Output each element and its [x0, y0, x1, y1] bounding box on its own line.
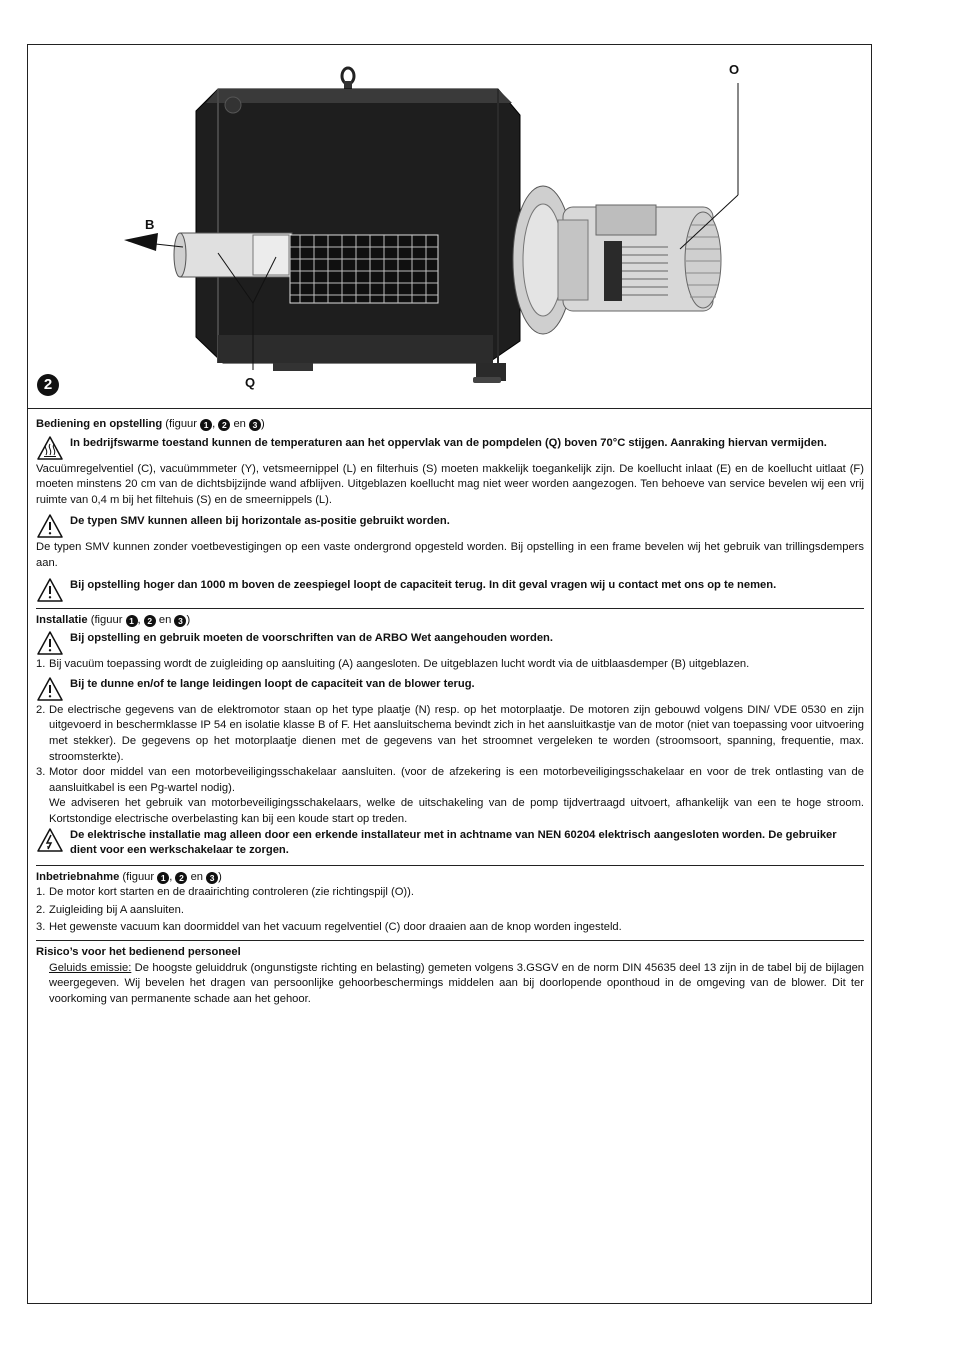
list-number: 2.	[36, 703, 46, 716]
section-heading	[36, 417, 864, 433]
warning-text: De typen SMV kunnen alleen bij horizontale as-positie gebruikt worden.	[70, 515, 450, 528]
figure-ref-1: 1	[200, 419, 212, 431]
figure-ref-2: 2	[218, 419, 230, 431]
noise-emission-label: Geluids emissie:	[49, 961, 132, 974]
list-item	[36, 903, 864, 919]
warning-altitude	[36, 578, 864, 602]
list-text: Bij vacuüm toepassing wordt de zuigleiding op aansluiting (A) aangesloten. De uitgeblazen lucht wordt via de uitblaasdemper (B) uitgeblazen.	[49, 658, 750, 671]
ref-separator: ,	[212, 418, 216, 430]
warning-leidingen	[36, 677, 864, 701]
warning-arbo	[36, 631, 864, 655]
ref-suffix: )	[218, 870, 222, 883]
figure-ref-2: 2	[175, 872, 187, 884]
list-number: 3.	[36, 921, 46, 934]
section-title: Inbetriebnahme	[36, 870, 120, 883]
paragraph: De typen SMV kunnen zonder voetbevestigingen op een vaste ondergrond opgesteld worden. Bij opstelling in een frame bevelen wij het gebruik van trillingsdempers aan.	[36, 541, 864, 569]
caution-warning-icon	[37, 578, 63, 602]
section-heading	[36, 945, 864, 961]
paragraph: Vacuümregelventiel (C), vacuümmmeter (Y), vetsmeernippel (L) en filterhuis (S) moeten makkelijk toegankelijk zijn. De koellucht inlaat (E) en de koellucht uitlaat (F) moeten minstens 20 cm van de dichtsbijzijnde wand afblijven. Uitgeblazen koellucht mag niet weer worden aangezogen. Ten behoeve van service bevelen wij een vrij ruimte van 0,4 m bij het filtehuis (S) en de smeernippels (L).	[36, 462, 864, 506]
list-text: Motor door middel van een motorbeveiligingsschakelaar aansluiten. (voor de afzekering is een motorbeveiligingsschakelaar en voor de trek ontlasting van de aansluitkabel is een Pg-wartel nodig).	[49, 766, 864, 794]
section-title: Installatie	[36, 613, 88, 626]
hot-surface-warning-icon	[37, 436, 63, 460]
list-item	[36, 657, 864, 673]
list-item	[36, 703, 864, 765]
list-number: 1.	[36, 886, 46, 899]
list-number: 1.	[36, 658, 46, 671]
figure-ref-3: 3	[174, 615, 186, 627]
text-body	[36, 417, 864, 1011]
electric-warning-icon	[37, 828, 63, 852]
list-item	[36, 885, 864, 901]
figure-ref-2: 2	[144, 615, 156, 627]
list-number: 3.	[36, 766, 46, 779]
noise-emission-paragraph	[36, 961, 864, 1008]
section-risico	[36, 940, 864, 1011]
ref-suffix: )	[261, 418, 265, 430]
label-q: Q	[245, 375, 256, 390]
section-heading	[36, 870, 864, 886]
figure-ref-3: 3	[206, 872, 218, 884]
figure-number: 2	[37, 374, 59, 396]
figure-ref-1: 1	[126, 615, 138, 627]
warning-text: In bedrijfswarme toestand kunnen de temperaturen aan het oppervlak van de pompdelen (Q) boven 70°C stijgen. Aanraking hiervan vermijden.	[70, 436, 827, 449]
list-text: De motor kort starten en de draairichting controleren (zie richtingspijl (O)).	[49, 886, 414, 899]
list-item	[36, 920, 864, 936]
warning-hot-surface	[36, 436, 864, 460]
ref-separator: en	[233, 418, 246, 430]
caution-warning-icon	[37, 631, 63, 655]
section-installatie	[36, 608, 864, 865]
label-o: O	[729, 62, 740, 77]
label-b: B	[145, 217, 155, 232]
section-title: Risico’s voor het bedienend personeel	[36, 946, 241, 959]
caution-warning-icon	[37, 677, 63, 701]
figure-panel	[28, 45, 871, 409]
ref-prefix: (figuur	[165, 418, 198, 430]
ref-separator: ,	[137, 613, 141, 626]
caution-warning-icon	[37, 514, 63, 538]
warning-horizontal	[36, 514, 864, 538]
ref-prefix: (figuur	[90, 613, 123, 626]
warning-electric	[36, 828, 864, 859]
section-bediening	[36, 417, 864, 608]
blower-illustration	[28, 45, 871, 409]
ref-suffix: )	[186, 613, 191, 626]
warning-text: De elektrische installatie mag alleen door een erkende installateur met in achtname van NEN 60204 elektrisch aangesloten worden. De gebruiker dient voor een werkschakelaar te zorgen.	[70, 828, 837, 857]
figure-ref-3: 3	[249, 419, 261, 431]
section-inbedrijfname	[36, 865, 864, 940]
list-text: Het gewenste vacuum kan doormiddel van het vacuum regelventiel (C) door draaien aan de knop worden ingesteld.	[49, 921, 622, 934]
list-item	[36, 765, 864, 796]
page-frame	[27, 44, 872, 1304]
warning-text: Bij te dunne en/of te lange leidingen loopt de capaciteit van de blower terug.	[70, 677, 475, 690]
ref-separator: en	[158, 613, 172, 626]
list-number: 2.	[36, 903, 46, 916]
section-title: Bediening en opstelling	[36, 418, 163, 430]
warning-text: Bij opstelling en gebruik moeten de voorschriften van de ARBO Wet aangehouden worden.	[70, 632, 553, 645]
figure-ref-1: 1	[157, 872, 169, 884]
ref-separator: en	[190, 870, 204, 883]
list-subtext: We adviseren het gebruik van motorbeveiligingsschakelaars, welke de uitschakeling van de pomp tijdvertraagd uitvoert, afhankelijk van een te hoge stroom. Kortstondige electrische overbelasting kan bij een koude start op treden.	[49, 797, 864, 825]
section-heading	[36, 613, 864, 629]
noise-emission-text: De hoogste geluiddruk (ongunstigste richting en belasting) gemeten volgens 3.GSGV en de norm DIN 45635 deel 13 zijn in de tabel bij de bijlagen weergegeven. Wij bevelen het dragen van persoonlijke gehoorbeschermings middelen aan bij doorlopende oponthoud in de omgeving van de blower. Dit ter voorkoming van permanente schade aan het gehoor.	[49, 961, 865, 1005]
warning-text: Bij opstelling hoger dan 1000 m boven de zeespiegel loopt de capaciteit terug. In dit geval vragen wij u contact met ons op te nemen.	[70, 578, 777, 591]
list-text: De electrische gegevens van de elektromotor staan op het type plaatje (N) resp. op het motorplaatje. De motoren zijn gebouwd volgens DIN/ VDE 0530 en zijn uitgevoerd in beschermklasse IP 54 en isolatie klasse B of F. Het aansluitschema bevindt zich in het aansluitkastje van de motor (niet van toepassing voor uitvoering met stekker). De gegevens op het motorplaatje dienen met de gegevens van het stroomnet vergeleken te worden (stroomsoort, spanning, frequentie, max. stroomsterkte).	[49, 703, 864, 763]
ref-separator: ,	[169, 870, 173, 883]
ref-prefix: (figuur	[122, 870, 155, 883]
list-text: Zuigleiding bij A aansluiten.	[49, 903, 184, 916]
